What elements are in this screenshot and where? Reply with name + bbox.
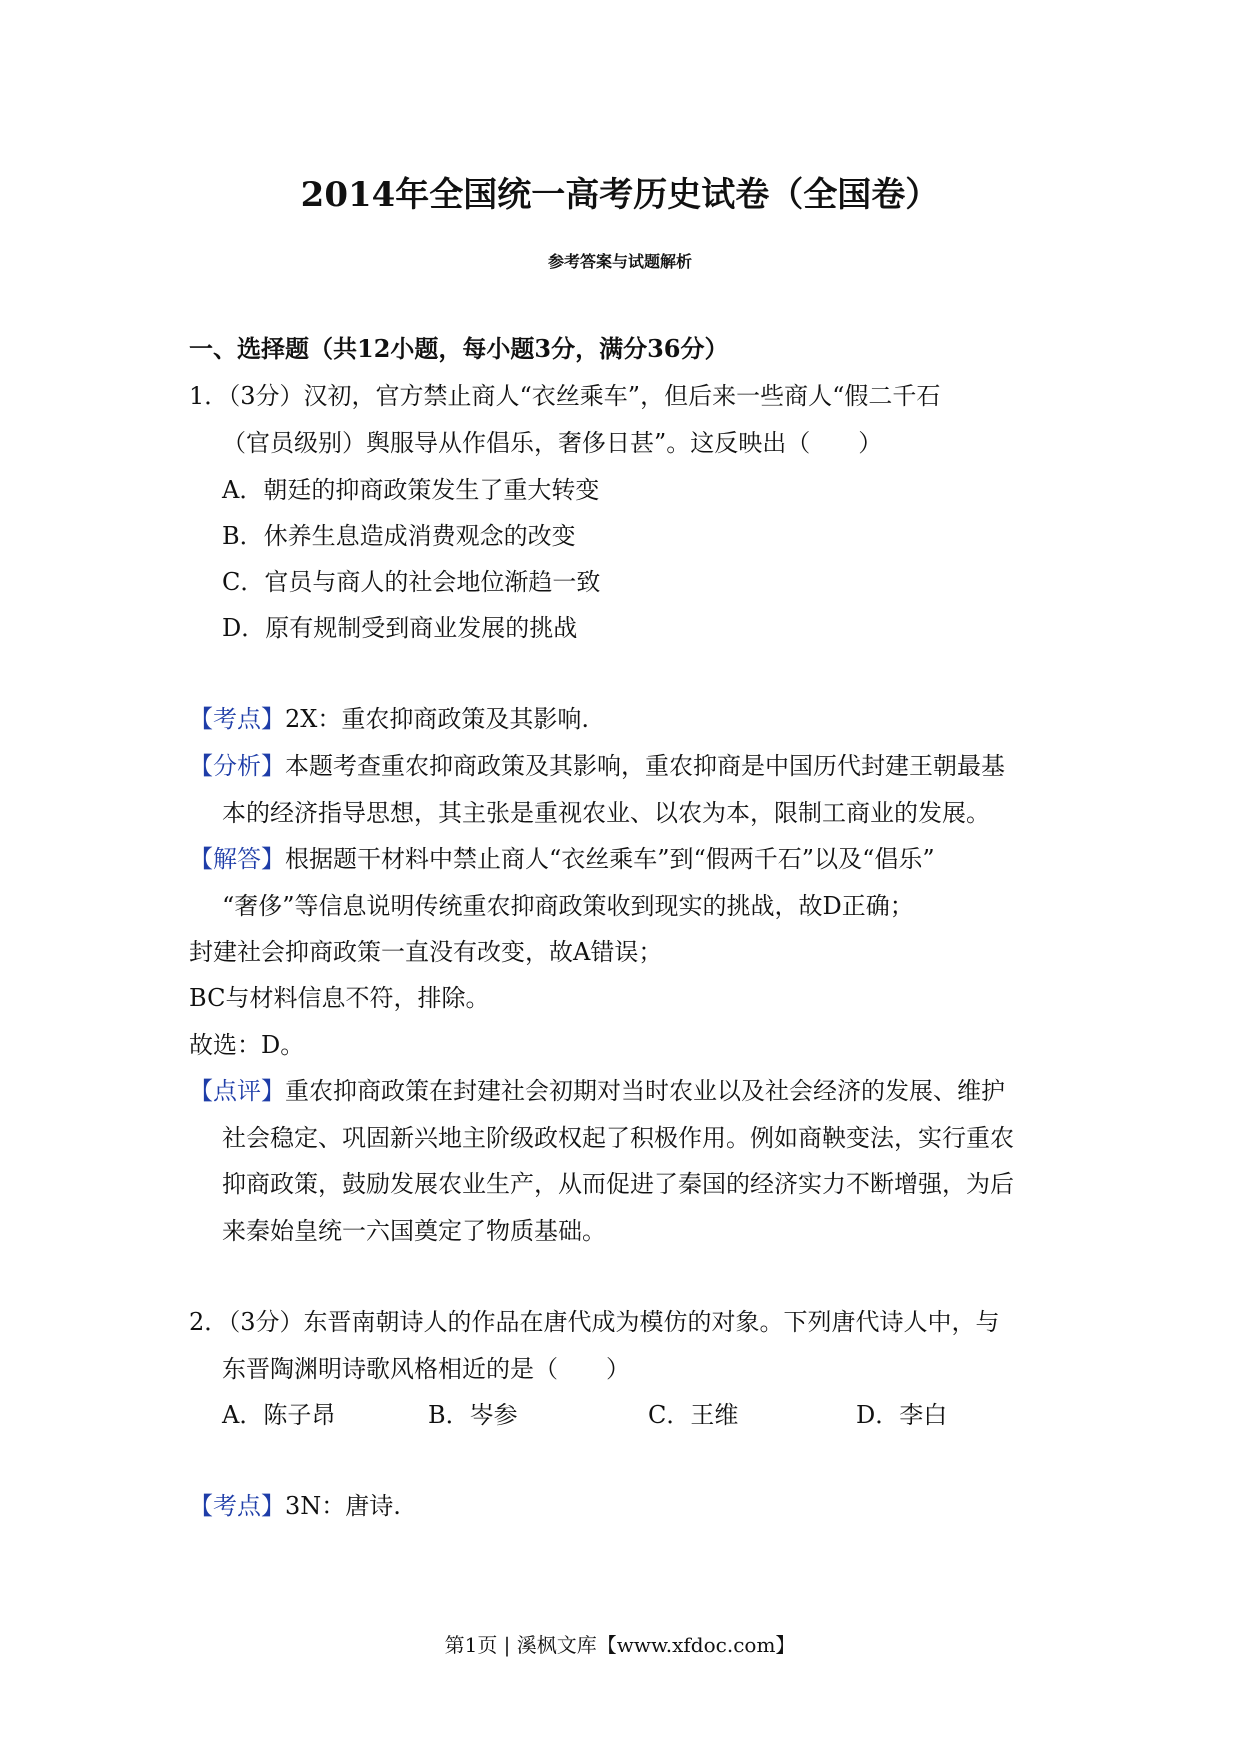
q1-option-c: C．官员与商人的社会地位渐趋一致 [222,568,601,596]
q2-stem-line1: 2．（3分）东晋南朝诗人的作品在唐代成为模仿的对象。下列唐代诗人中，与 [189,1308,1000,1336]
q1-dianping [189,1073,1005,1109]
section-heading: 一、选择题（共12小题，每小题3分，满分36分） [189,334,729,363]
fenxi-text-line1: 本题考查重农抑商政策及其影响，重农抑商是中国历代封建王朝最基 [285,752,1005,780]
q2-option-d: D．李白 [856,1401,948,1429]
q2-stem-line2: 东晋陶渊明诗歌风格相近的是（ ） [222,1355,630,1383]
jieda-answer: 故选：D。 [189,1031,305,1059]
q1-stem-line2: （官员级别）舆服导从作倡乐，奢侈日甚”。这反映出（ ） [222,429,883,457]
page-footer: 第1页 | 溪枫文库【www.xfdoc.com】 [444,1633,796,1657]
dianping-text-line4: 来秦始皇统一六国奠定了物质基础。 [222,1217,606,1245]
dianping-text-line3: 抑商政策，鼓励发展农业生产，从而促进了秦国的经济实力不断增强，为后 [222,1170,1014,1198]
q2-kaodian [189,1488,401,1524]
q1-fenxi [189,748,1005,784]
q2-option-b: B．岑参 [428,1401,518,1429]
jieda-text-line2: “奢侈”等信息说明传统重农抑商政策收到现实的挑战，故D正确； [222,892,914,920]
kaodian-tag: 【考点】 [189,1492,285,1520]
dianping-text-line1: 重农抑商政策在封建社会初期对当时农业以及社会经济的发展、维护 [285,1077,1005,1105]
fenxi-tag: 【分析】 [189,752,285,780]
jieda-text-line1: 根据题干材料中禁止商人“衣丝乘车”到“假两千石”以及“倡乐” [285,845,935,873]
q1-stem-line1: 1．（3分）汉初，官方禁止商人“衣丝乘车”，但后来一些商人“假二千石 [189,382,941,410]
q1-option-d: D．原有规制受到商业发展的挑战 [222,614,578,642]
dianping-tag: 【点评】 [189,1077,285,1105]
page-subtitle: 参考答案与试题解析 [547,252,692,271]
kaodian-text: 2X：重农抑商政策及其影响. [285,705,589,733]
kaodian-text: 3N：唐诗. [285,1492,401,1520]
dianping-text-line2: 社会稳定、巩固新兴地主阶级政权起了积极作用。例如商鞅变法，实行重农 [222,1124,1014,1152]
q1-option-b: B．休养生息造成消费观念的改变 [222,522,576,550]
fenxi-text-line2: 本的经济指导思想，其主张是重视农业、以农为本，限制工商业的发展。 [222,799,990,827]
q1-jieda [189,841,935,877]
q1-kaodian [189,701,589,737]
jieda-text-line4: BC与材料信息不符，排除。 [189,984,490,1012]
q2-option-a: A．陈子昂 [222,1401,336,1429]
jieda-text-line3: 封建社会抑商政策一直没有改变，故A错误； [189,938,663,966]
q1-option-a: A．朝廷的抑商政策发生了重大转变 [222,476,600,504]
q2-option-c: C．王维 [648,1401,739,1429]
page-title: 2014年全国统一高考历史试卷（全国卷） [300,175,940,215]
jieda-tag: 【解答】 [189,845,285,873]
kaodian-tag: 【考点】 [189,705,285,733]
